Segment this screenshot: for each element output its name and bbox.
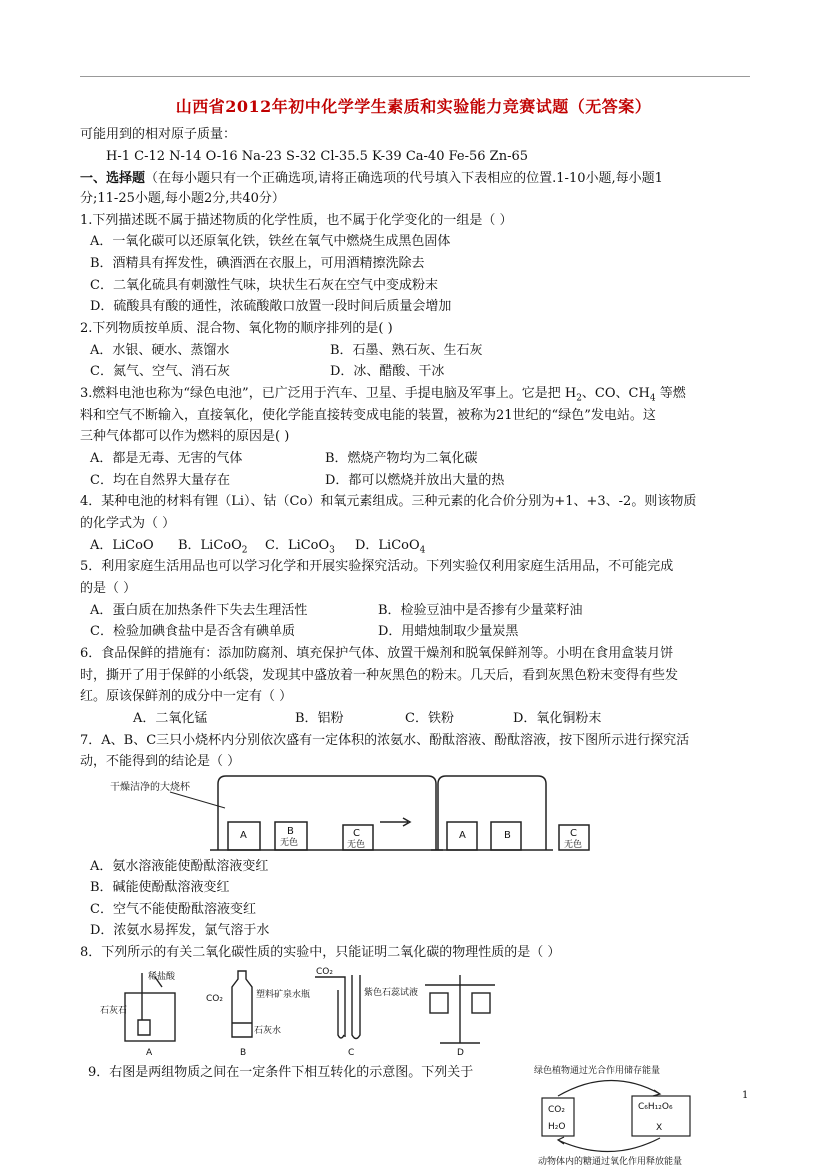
section-1-desc: （在每小题只有一个正确选项,请将正确选项的代号填入下表相应的位置.1-10小题,每小题1	[145, 171, 663, 186]
q7-option-d: D．浓氨水易挥发，氯气溶于水	[90, 923, 270, 938]
header-rule	[80, 76, 750, 77]
section-1-header	[80, 170, 663, 188]
q6-line-1: 6．食品保鲜的措施有：添加防腐剂、填充保护气体、放置干燥剂和脱氧保鲜剂等。小明在食用盒装月饼	[80, 646, 674, 661]
q5-line-1: 5．利用家庭生活用品也可以学习化学和开展实验探究活动。下列实验仅利用家庭生活用品，不可能完成	[80, 559, 674, 574]
page-title: 山西省2012年初中化学学生素质和实验能力竞赛试题（无答案）	[175, 97, 652, 116]
bottom-arrow	[558, 1137, 660, 1152]
q2-option-b: B．石墨、熟石灰、生石灰	[330, 343, 483, 358]
fig9-top: 绿色植物通过光合作用储存能量	[534, 1066, 661, 1076]
fig8-label-d: D	[457, 1048, 464, 1058]
fig7-b-sub-left: 无色	[280, 838, 299, 848]
page-number: 1	[742, 1090, 749, 1101]
q6-option-b: B．铝粉	[295, 711, 344, 726]
fig8-acid: 稀盐酸	[148, 972, 176, 982]
q6-option-a: A．二氧化锰	[133, 711, 208, 726]
bottle-b	[232, 971, 252, 1037]
q9-stem: 9．右图是两组物质之间在一定条件下相互转化的示意图。下列关于	[88, 1065, 474, 1080]
q3-line-1a: 3.燃料电池也称为“绿色电池”，已广泛用于汽车、卫星、手提电脑及军事上。它是把	[80, 386, 561, 401]
q1-stem: 1.下列描述既不属于描述物质的化学性质，也不属于化学变化的一组是（ ）	[80, 213, 513, 228]
tube-c	[315, 977, 345, 1037]
fig8-litmus: 紫色石蕊试液	[364, 988, 419, 998]
q3-formula-h: H	[564, 386, 577, 401]
balance-d	[425, 975, 495, 1043]
q7-option-b: B．碱能使酚酞溶液变红	[90, 880, 230, 895]
q1-option-d: D．硫酸具有酸的通性，浓硫酸敞口放置一段时间后质量会增加	[90, 299, 452, 314]
fig8-label-a: A	[146, 1048, 153, 1058]
q4-option-c	[265, 537, 335, 560]
q5-option-d: D．用蜡烛制取少量炭黑	[378, 624, 519, 639]
q4-option-d-text: D．LiCoO	[355, 538, 420, 553]
fig8-bottle: 塑料矿泉水瓶	[256, 990, 311, 1000]
section-1-desc-2: 分;11-25小题,每小题2分,共40分）	[80, 191, 285, 206]
fig7-c-left: C	[353, 828, 360, 839]
q3-formula-co-ch: 、CO、CH	[581, 386, 650, 401]
q3-line-3: 三种气体都可以作为燃料的原因是( )	[80, 429, 290, 444]
q6-option-d: D．氧化铜粉末	[513, 711, 602, 726]
fig7-a-left: A	[240, 830, 247, 841]
fig7-b-right: B	[504, 830, 511, 841]
test-tube-c	[352, 975, 360, 1039]
q7-line-1: 7．A、B、C三只小烧杯内分别依次盛有一定体积的浓氨水、酚酞溶液、酚酞溶液，按下图所示进行探究活	[80, 733, 690, 748]
q4-option-c-text: C．LiCoO	[265, 538, 330, 553]
dropper-a	[138, 973, 150, 1035]
q5-option-c: C．检验加碘食盐中是否含有碘单质	[90, 624, 295, 639]
q2-stem: 2.下列物质按单质、混合物、氧化物的顺序排列的是( )	[80, 321, 393, 336]
q7-figure	[110, 772, 630, 854]
large-beaker-right	[438, 776, 546, 850]
q1-option-a: A．一氧化碳可以还原氧化铁，铁丝在氧气中燃烧生成黑色固体	[90, 234, 451, 249]
q4-option-a: A．LiCoO	[90, 538, 154, 553]
intro-text: 可能用到的相对原子质量：	[80, 127, 237, 142]
q7-option-a: A．氨水溶液能使酚酞溶液变红	[90, 859, 269, 874]
q4-line-2: 的化学式为（ ）	[80, 516, 176, 531]
fig7-label: 干燥洁净的大烧杯	[110, 782, 190, 793]
q7-line-2: 动，不能得到的结论是（ ）	[80, 754, 241, 769]
fig8-co2: CO₂	[206, 994, 223, 1004]
fig9-bottom: 动物体内的糖通过氧化作用释放能量	[538, 1157, 683, 1167]
q8-figure	[100, 965, 520, 1060]
q4-option-b-text: B．LiCoO	[178, 538, 242, 553]
q1-option-c: C．二氧化硫具有刺激性气味，块状生石灰在空气中变成粉末	[90, 278, 438, 293]
q3-formula-h-sub: 2	[576, 393, 582, 404]
q6-line-2: 时，撕开了用于保鲜的小纸袋，发现其中盛放着一种灰黑色的粉末。几天后，看到灰黑色粉末变得有些发	[80, 668, 679, 683]
fig8-label-c: C	[348, 1048, 355, 1058]
q3-line-1	[80, 385, 686, 408]
fig7-c-right: C	[570, 828, 577, 839]
fig9-right2: X	[656, 1123, 663, 1133]
q4-option-d	[355, 537, 425, 560]
q4-option-c-sub: 3	[329, 545, 335, 556]
q3-option-c: C．均在自然界大量存在	[90, 473, 230, 488]
atomic-masses: H-1 C-12 N-14 O-16 Na-23 S-32 Cl-35.5 K-39 Ca-40 Fe-56 Zn-65	[106, 149, 529, 164]
q7-option-c: C．空气不能使酚酞溶液变红	[90, 902, 256, 917]
q2-option-c: C．氮气、空气、消石灰	[90, 364, 230, 379]
fig7-a-right: A	[459, 830, 466, 841]
arrow-icon	[380, 818, 410, 826]
q4-line-1: 4．某种电池的材料有锂（Li）、钴（Co）和氧元素组成。三种元素的化合价分别为+1、+3、-2。则该物质	[80, 494, 697, 509]
fig7-c-sub-left: 无色	[347, 840, 366, 850]
q6-option-c: C．铁粉	[405, 711, 454, 726]
section-1-title: 一、选择题	[80, 171, 146, 186]
fig7-c-sub-right: 无色	[564, 840, 583, 850]
fig8-limewater: 石灰水	[254, 1026, 282, 1036]
q2-option-d: D．冰、醋酸、干冰	[330, 364, 445, 379]
q6-line-3: 红。原该保鲜剂的成分中一定有（ ）	[80, 689, 293, 704]
q1-option-b: B．酒精具有挥发性，碘酒洒在衣服上，可用酒精擦洗除去	[90, 256, 425, 271]
fig8-co2-b: CO₂	[316, 967, 333, 977]
q3-option-b: B．燃烧产物均为二氧化碳	[325, 451, 478, 466]
q3-line-1b: 等燃	[659, 386, 686, 401]
q3-formula-ch-sub: 4	[649, 393, 656, 404]
q2-option-a: A．水银、硬水、蒸馏水	[90, 343, 230, 358]
q3-option-a: A．都是无毒、无害的气体	[90, 451, 243, 466]
fig7-b-left: B	[287, 826, 294, 837]
fig8-stone: 石灰石	[100, 1006, 128, 1016]
q8-stem: 8．下列所示的有关二氧化碳性质的实验中，只能证明二氧化碳的物理性质的是（ ）	[80, 945, 561, 960]
fig9-right1: C₆H₁₂O₆	[638, 1102, 673, 1112]
fig9-left1: CO₂	[548, 1105, 565, 1115]
q3-line-2: 料和空气不断输入，直接氧化，使化学能直接转变成电能的装置，被称为21世纪的“绿色”发电站。这	[80, 408, 656, 423]
q4-option-b-sub: 2	[241, 545, 248, 556]
large-beaker-left	[218, 776, 436, 850]
q5-option-a: A．蛋白质在加热条件下失去生理活性	[90, 603, 308, 618]
q5-line-2: 的是（ ）	[80, 581, 137, 596]
q4-option-d-sub: 4	[419, 545, 426, 556]
fig8-label-b: B	[240, 1048, 247, 1058]
q4-option-b	[178, 537, 248, 560]
q9-figure	[530, 1060, 730, 1168]
fig9-left2: H₂O	[548, 1122, 566, 1132]
q3-option-d: D．都可以燃烧并放出大量的热	[325, 473, 505, 488]
q5-option-b: B．检验豆油中是否掺有少量菜籽油	[378, 603, 583, 618]
top-arrow	[558, 1080, 660, 1096]
